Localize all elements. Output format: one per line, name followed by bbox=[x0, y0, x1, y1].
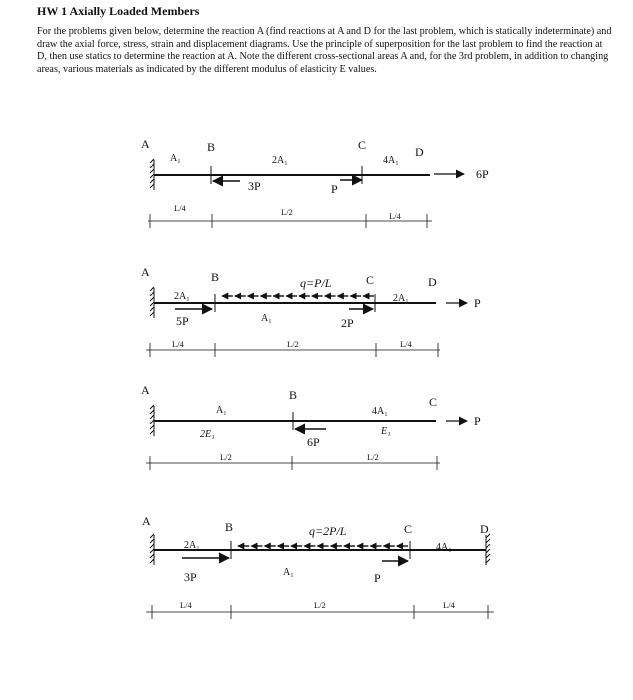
load-label-p: P bbox=[474, 414, 481, 428]
area-label: 4A₁ bbox=[383, 155, 399, 166]
load-label-6p: 6P bbox=[307, 435, 320, 449]
area-label: 2A₁ bbox=[393, 293, 409, 304]
problem-2 bbox=[141, 265, 481, 357]
area-label: A₁ bbox=[170, 153, 181, 164]
load-label-2p: 2P bbox=[341, 316, 354, 330]
load-label-3p: 3P bbox=[184, 570, 197, 584]
fixed-support-a bbox=[150, 287, 154, 318]
dimension-label: L/2 bbox=[287, 339, 299, 349]
dimension-label: L/4 bbox=[180, 600, 192, 610]
load-label-p: P bbox=[374, 571, 381, 585]
point-b-label: B bbox=[211, 270, 220, 284]
area-label: 4A₁ bbox=[372, 406, 388, 417]
distributed-load-label: q=P/L bbox=[300, 276, 332, 290]
point-a-label: A bbox=[141, 137, 150, 151]
area-label: A₁ bbox=[216, 405, 227, 416]
load-label-5p: 5P bbox=[176, 314, 189, 328]
point-c-label: C bbox=[358, 138, 367, 152]
dimension-label: L/4 bbox=[172, 339, 184, 349]
area-label: A₁ bbox=[283, 567, 294, 578]
fixed-support-a bbox=[150, 405, 154, 436]
point-a-label: A bbox=[141, 265, 150, 279]
modulus-label: E₁ bbox=[381, 426, 391, 437]
area-label: A₁ bbox=[261, 313, 272, 324]
fixed-support-a bbox=[150, 159, 154, 190]
point-a-label: A bbox=[141, 383, 150, 397]
point-d-label: D bbox=[480, 522, 489, 536]
dimension-label: L/2 bbox=[281, 207, 293, 217]
dimension-line bbox=[146, 456, 440, 470]
fixed-support-a bbox=[150, 534, 154, 565]
point-b-label: B bbox=[289, 388, 298, 402]
dimension-label: L/2 bbox=[220, 452, 232, 462]
point-b-label: B bbox=[207, 140, 216, 154]
area-label: 4A₁ bbox=[436, 542, 452, 553]
instructions-paragraph: For the problems given below, determine the reaction A (find reactions at A and D for the last problem, which is statically indeterminate) and draw the axial force, stress, strain and displacement diagrams. Use the principle of superposition for the last problem to find the reaction at D, then use statics to determine the reaction at A. Note the different cross-sectional areas A and, for the 3rd problem, in addition to changing areas, various materials as indicated by the different modulus of elasticity E values. bbox=[37, 26, 612, 75]
dimension-label: L/2 bbox=[314, 600, 326, 610]
point-c-label: C bbox=[429, 395, 438, 409]
dimension-label: L/2 bbox=[367, 452, 379, 462]
distributed-load-label: q=2P/L bbox=[309, 524, 347, 538]
problem-1 bbox=[141, 137, 489, 228]
area-label: 2A₁ bbox=[272, 155, 288, 166]
fixed-support-d bbox=[486, 534, 490, 565]
modulus-label: 2E₁ bbox=[200, 429, 215, 440]
problem-3 bbox=[141, 383, 481, 470]
point-d-label: D bbox=[415, 145, 424, 159]
load-label-p: P bbox=[331, 182, 338, 196]
load-label-6p: 6P bbox=[476, 167, 489, 181]
dimension-label: L/4 bbox=[400, 339, 412, 349]
area-label: 2A₁ bbox=[184, 540, 200, 551]
area-label: 2A₁ bbox=[174, 291, 190, 302]
problem-4 bbox=[142, 514, 494, 619]
point-c-label: C bbox=[404, 522, 413, 536]
page-title: HW 1 Axially Loaded Members bbox=[37, 4, 200, 18]
point-d-label: D bbox=[428, 275, 437, 289]
dimension-label: L/4 bbox=[389, 211, 401, 221]
point-c-label: C bbox=[366, 273, 375, 287]
point-b-label: B bbox=[225, 520, 234, 534]
load-label-3p: 3P bbox=[248, 179, 261, 193]
dimension-label: L/4 bbox=[174, 203, 186, 213]
load-label-p: P bbox=[474, 296, 481, 310]
dimension-label: L/4 bbox=[443, 600, 455, 610]
point-a-label: A bbox=[142, 514, 151, 528]
